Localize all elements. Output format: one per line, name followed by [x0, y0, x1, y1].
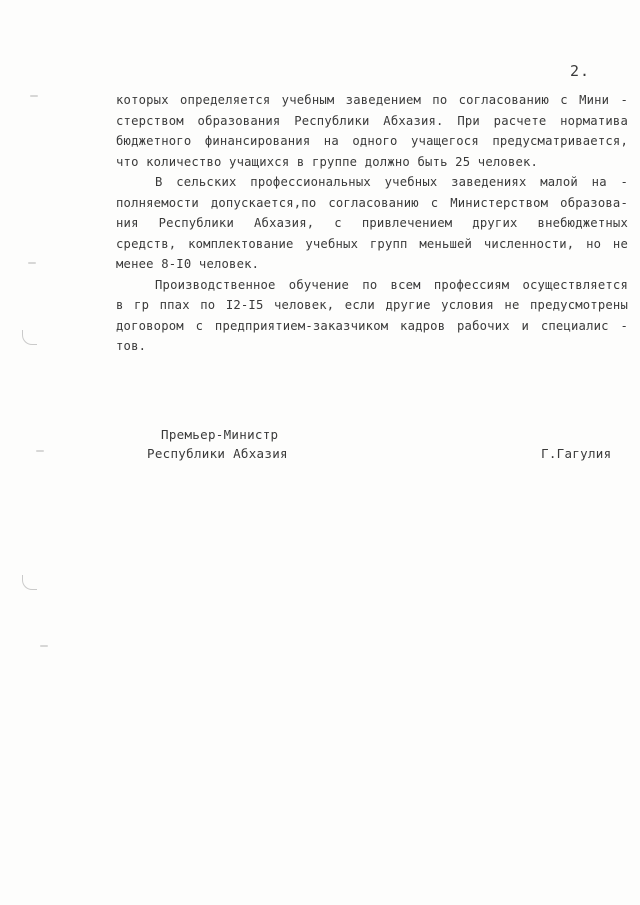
text-line: стерством образования Республики Абхазия. При расчете норматива: [116, 113, 628, 128]
paper-speck: [36, 450, 44, 452]
text-line: договором с предприятием-заказчиком кадров рабочих и специалис -: [116, 318, 628, 333]
text-line: тов.: [116, 339, 147, 353]
text-line: Производственное обучение по всем профессиям осуществляется: [155, 277, 628, 292]
text-line: бюджетного финансирования на одного учащегося предусматривается,: [116, 134, 628, 148]
signature-name: Г.Гагулия: [541, 446, 612, 461]
binder-hole-mark: [22, 575, 37, 590]
paper-speck: [40, 645, 48, 647]
paper-speck: [30, 95, 38, 97]
text-line: ния Республики Абхазия, с привлечением других внебюджетных: [116, 216, 628, 230]
text-line: что количество учащихся в группе должно быть 25 человек.: [116, 154, 539, 169]
text-line: которых определяется учебным заведением по согласованию с Мини -: [116, 93, 628, 107]
text-line: полняемости допускается,по согласованию с Министерством образова-: [116, 195, 628, 210]
text-line: В сельских профессиональных учебных заведениях малой на -: [155, 175, 628, 189]
paper-speck: [28, 262, 36, 264]
body-text: [116, 90, 628, 357]
text-line: менее 8-I0 человек.: [116, 257, 260, 271]
binder-hole-mark: [22, 330, 37, 345]
page-number: 2.: [570, 62, 591, 80]
text-line: средств, комплектование учебных групп меньшей численности, но не: [116, 236, 628, 251]
text-line: в гр ппах по I2-I5 человек, если другие условия не предусмотрены: [116, 298, 628, 312]
signature-title-line-2: Республики Абхазия: [147, 446, 288, 461]
signature-title-line-1: Премьер-Министр: [161, 427, 279, 442]
